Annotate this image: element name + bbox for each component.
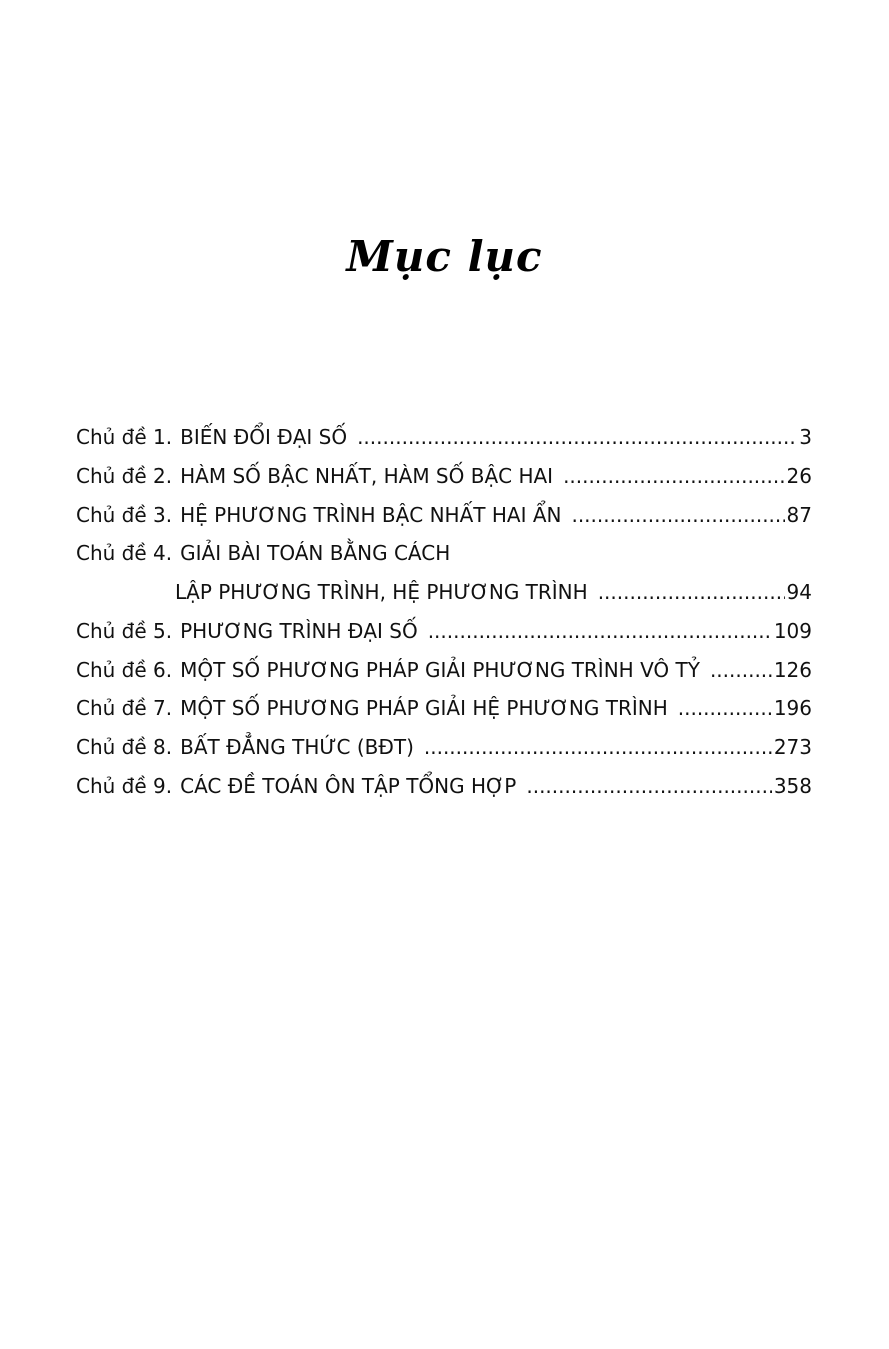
toc-entry-page: 26 <box>786 464 812 488</box>
toc-entry-prefix: Chủ đề 4. <box>76 541 173 565</box>
toc-entry-title: BIẾN ĐỔI ĐẠI SỐ <box>180 425 348 449</box>
dot-leader <box>424 735 772 759</box>
toc-entry-7[interactable] <box>76 696 812 726</box>
toc-entry-prefix: Chủ đề 2. <box>76 464 173 488</box>
toc-entry-page: 126 <box>773 658 812 682</box>
dot-leader <box>571 503 784 527</box>
dot-leader <box>526 774 771 798</box>
toc-entry-4-continuation[interactable] <box>175 580 812 610</box>
dot-leader <box>428 619 772 643</box>
toc-entry-6[interactable] <box>76 658 812 688</box>
toc-entry-prefix: Chủ đề 3. <box>76 503 173 527</box>
toc-entry-title: BẤT ĐẲNG THỨC (BĐT) <box>180 735 414 759</box>
dot-leader <box>710 658 772 682</box>
dot-leader <box>678 696 772 720</box>
dot-leader <box>357 425 797 449</box>
toc-entry-9[interactable] <box>76 774 812 804</box>
toc-entry-title-continuation: LẬP PHƯƠNG TRÌNH, HỆ PHƯƠNG TRÌNH <box>175 580 588 604</box>
toc-entry-1[interactable] <box>76 425 812 455</box>
toc-entry-5[interactable] <box>76 619 812 649</box>
toc-entry-prefix: Chủ đề 7. <box>76 696 173 720</box>
toc-entry-page: 196 <box>773 696 812 720</box>
toc-entry-prefix: Chủ đề 5. <box>76 619 173 643</box>
toc-entry-3[interactable] <box>76 503 812 533</box>
toc-entry-prefix: Chủ đề 9. <box>76 774 173 798</box>
toc-entry-title: GIẢI BÀI TOÁN BẰNG CÁCH <box>180 541 451 565</box>
toc-entry-page: 3 <box>799 425 812 449</box>
toc-entry-4[interactable] <box>76 541 812 571</box>
toc-entry-page: 358 <box>773 774 812 798</box>
toc-entry-page: 87 <box>786 503 812 527</box>
toc-entry-title: MỘT SỐ PHƯƠNG PHÁP GIẢI PHƯƠNG TRÌNH VÔ TỶ <box>180 658 700 682</box>
toc-entry-page: 109 <box>773 619 812 643</box>
toc-entry-prefix: Chủ đề 1. <box>76 425 173 449</box>
toc-entry-title: HÀM SỐ BẬC NHẤT, HÀM SỐ BẬC HAI <box>180 464 554 488</box>
page-title: Mục lục <box>346 232 543 281</box>
toc-entry-prefix: Chủ đề 6. <box>76 658 173 682</box>
toc-entry-title: MỘT SỐ PHƯƠNG PHÁP GIẢI HỆ PHƯƠNG TRÌNH <box>180 696 668 720</box>
toc-entry-page: 273 <box>773 735 812 759</box>
toc-entry-prefix: Chủ đề 8. <box>76 735 173 759</box>
toc-entry-title: PHƯƠNG TRÌNH ĐẠI SỐ <box>180 619 418 643</box>
toc-entry-title: CÁC ĐỀ TOÁN ÔN TẬP TỔNG HỢP <box>180 774 517 798</box>
toc-entry-2[interactable] <box>76 464 812 494</box>
toc-entry-page: 94 <box>786 580 812 604</box>
dot-leader <box>563 464 784 488</box>
dot-leader <box>598 580 785 604</box>
toc-entry-8[interactable] <box>76 735 812 765</box>
toc-entry-title: HỆ PHƯƠNG TRÌNH BẬC NHẤT HAI ẨN <box>180 503 562 527</box>
